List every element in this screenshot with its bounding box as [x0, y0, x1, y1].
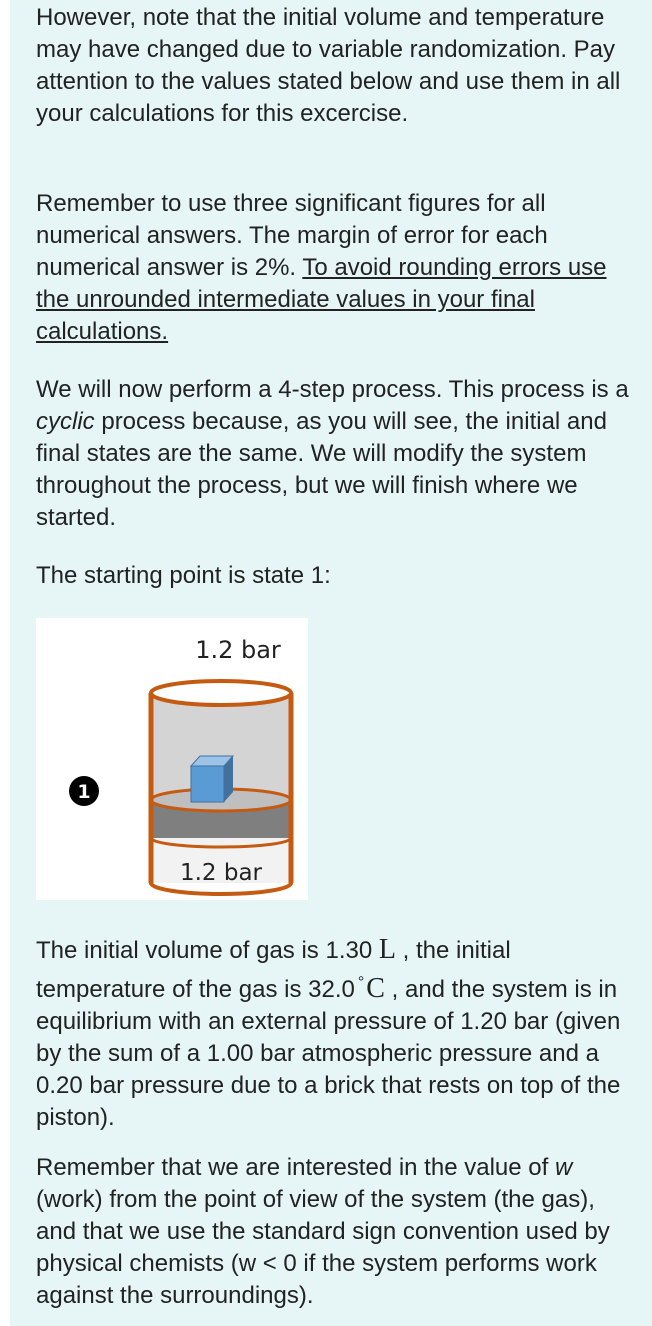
temperature-unit: C — [366, 973, 385, 1004]
brick-front-face — [191, 766, 224, 802]
cylinder-rim — [151, 681, 291, 705]
work-text-start: Remember that we are interested in the value of — [36, 1154, 555, 1181]
degree-symbol: ° — [357, 974, 365, 991]
cyclic-term: cyclic — [36, 408, 95, 435]
state-number: 1 — [77, 781, 91, 803]
sign-convention-note — [36, 1152, 636, 1312]
internal-pressure-label: 1.2 bar — [179, 860, 263, 886]
work-symbol: w — [554, 1154, 573, 1181]
sig-figs-text: Remember to use three significant figures for all numerical answers. The margin of error for each numerical answer is 2%. — [36, 190, 548, 281]
initial-conditions — [36, 934, 636, 1134]
volume-value: 1.30 — [325, 937, 373, 964]
process-description — [36, 374, 636, 534]
process-text-start: We will now perform a 4-step process. This process is a — [36, 376, 629, 403]
randomization-note: However, note that the initial volume and temperature may have changed due to variable randomization. Pay attention to the values stated below and use them in all your calculations for this excercise. — [36, 4, 621, 127]
work-text-end: (work) from the point of view of the system (the gas), and that we use the standard sign convention used by physical chemists (w < 0 if the system performs work against the surroundings). — [36, 1186, 610, 1309]
temperature-value: 32.0 — [308, 976, 355, 1003]
process-text-end: process because, as you will see, the initial and final states are the same. We will modify the system throughout the process, but we will finish where we started. — [36, 408, 607, 531]
state-1-diagram — [36, 618, 308, 900]
volume-unit: L — [378, 934, 396, 965]
equilibrium-text: , and the system is in equilibrium with an external pressure of 1.20 bar (given by the sum of a 1.00 bar atmospheric pressure and a 0.20 bar pressure due to a brick that rests on top of the piston). — [36, 976, 621, 1131]
volume-intro: The initial volume of gas is — [36, 937, 326, 964]
piston-cylinder-svg — [36, 618, 308, 900]
significant-figures-note — [36, 188, 636, 348]
temperature-intro: , the initial temperature of the gas is — [36, 937, 511, 1003]
starting-point-label: The starting point is state 1: — [36, 562, 331, 589]
rounding-errors-note: To avoid rounding errors use the unrounded intermediate values in your final calculations. — [36, 254, 607, 345]
external-pressure-label: 1.2 bar — [195, 636, 281, 664]
